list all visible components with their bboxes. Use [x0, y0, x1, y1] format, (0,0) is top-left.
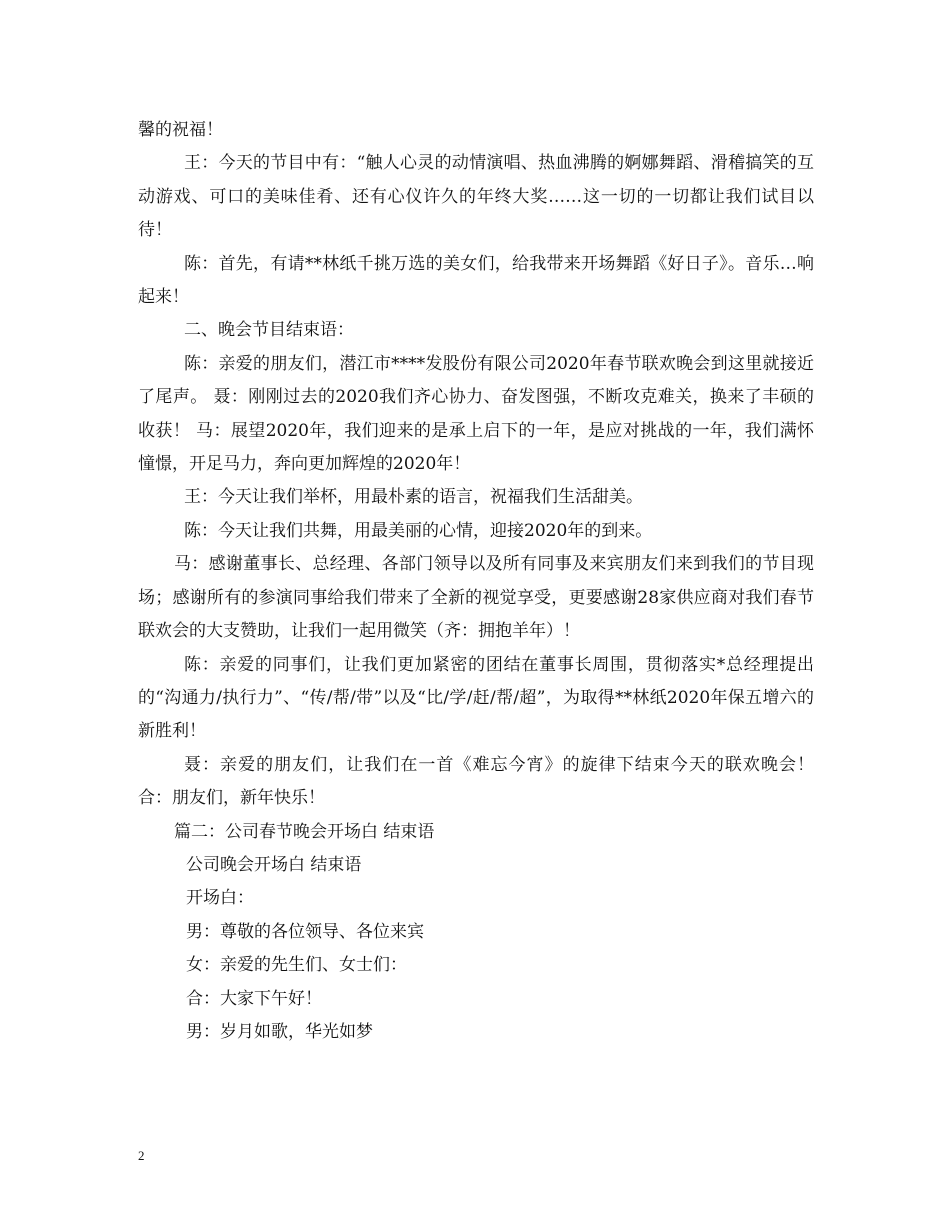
- paragraph: 合：大家下午好！: [186, 988, 322, 1009]
- paragraph: 聂：亲爱的朋友们，让我们在一首《难忘今宵》的旋律下结束今天的联欢晚会！ 合：朋友们，新年快乐！: [138, 754, 820, 809]
- paragraph: 男：尊敬的各位领导、各位来宾: [186, 921, 424, 942]
- paragraph: 女：亲爱的先生们、女士们：: [186, 955, 407, 976]
- page-number: 2: [138, 1148, 145, 1163]
- section-heading: 二、晚会节目结束语：: [184, 320, 354, 341]
- paragraph: 陈：首先，有请**林纸千挑万选的美女们，给我带来开场舞蹈《好日子》。音乐…响起来！: [138, 253, 814, 308]
- paragraph: 陈：亲爱的同事们，让我们更加紧密的团结在董事长周围，贯彻落实*总经理提出的“沟通力/执行力”、“传/帮/带”以及“比/学/赶/帮/超”，为取得**林纸2020年保五增六的新胜利！: [138, 654, 814, 742]
- paragraph: 陈：今天让我们共舞，用最美丽的心情，迎接2020年的到来。: [184, 520, 653, 541]
- body-text: [138, 114, 820, 1049]
- paragraph: 开场白：: [186, 888, 254, 909]
- paragraph: 陈：亲爱的朋友们，潜江市****发股份有限公司2020年春节联欢晚会到这里就接近了尾声。 聂：刚刚过去的2020我们齐心协力、奋发图强，不断攻克难关，换来了丰硕的收获！ 马：展望2020年，我们迎来的是承上启下的一年，是应对挑战的一年，我们满怀憧憬，开足马力，奔向更加辉煌的2020年！: [138, 353, 814, 475]
- paragraph: 王：今天让我们举杯，用最朴素的语言，祝福我们生活甜美。: [184, 487, 643, 508]
- paragraph: 王：今天的节目中有：“触人心灵的动情演唱、热血沸腾的婀娜舞蹈、滑稽搞笑的互动游戏、可口的美味佳肴、还有心仪许久的年终大奖……这一切的一切都让我们试目以待！: [138, 153, 814, 241]
- paragraph: 公司晚会开场白 结束语: [186, 854, 362, 875]
- paragraph: 男：岁月如歌，华光如梦: [186, 1021, 373, 1042]
- section-heading: 篇二：公司春节晚会开场白 结束语: [174, 821, 435, 842]
- paragraph: 馨的祝福！: [138, 120, 223, 140]
- paragraph: 马：感谢董事长、总经理、各部门领导以及所有同事及来宾朋友们来到我们的节目现场；感谢所有的参演同事给我们带来了全新的视觉享受，更要感谢28家供应商对我们春节联欢会的大支赞助，让我们一起用微笑（齐：拥抱羊年）！: [138, 554, 814, 642]
